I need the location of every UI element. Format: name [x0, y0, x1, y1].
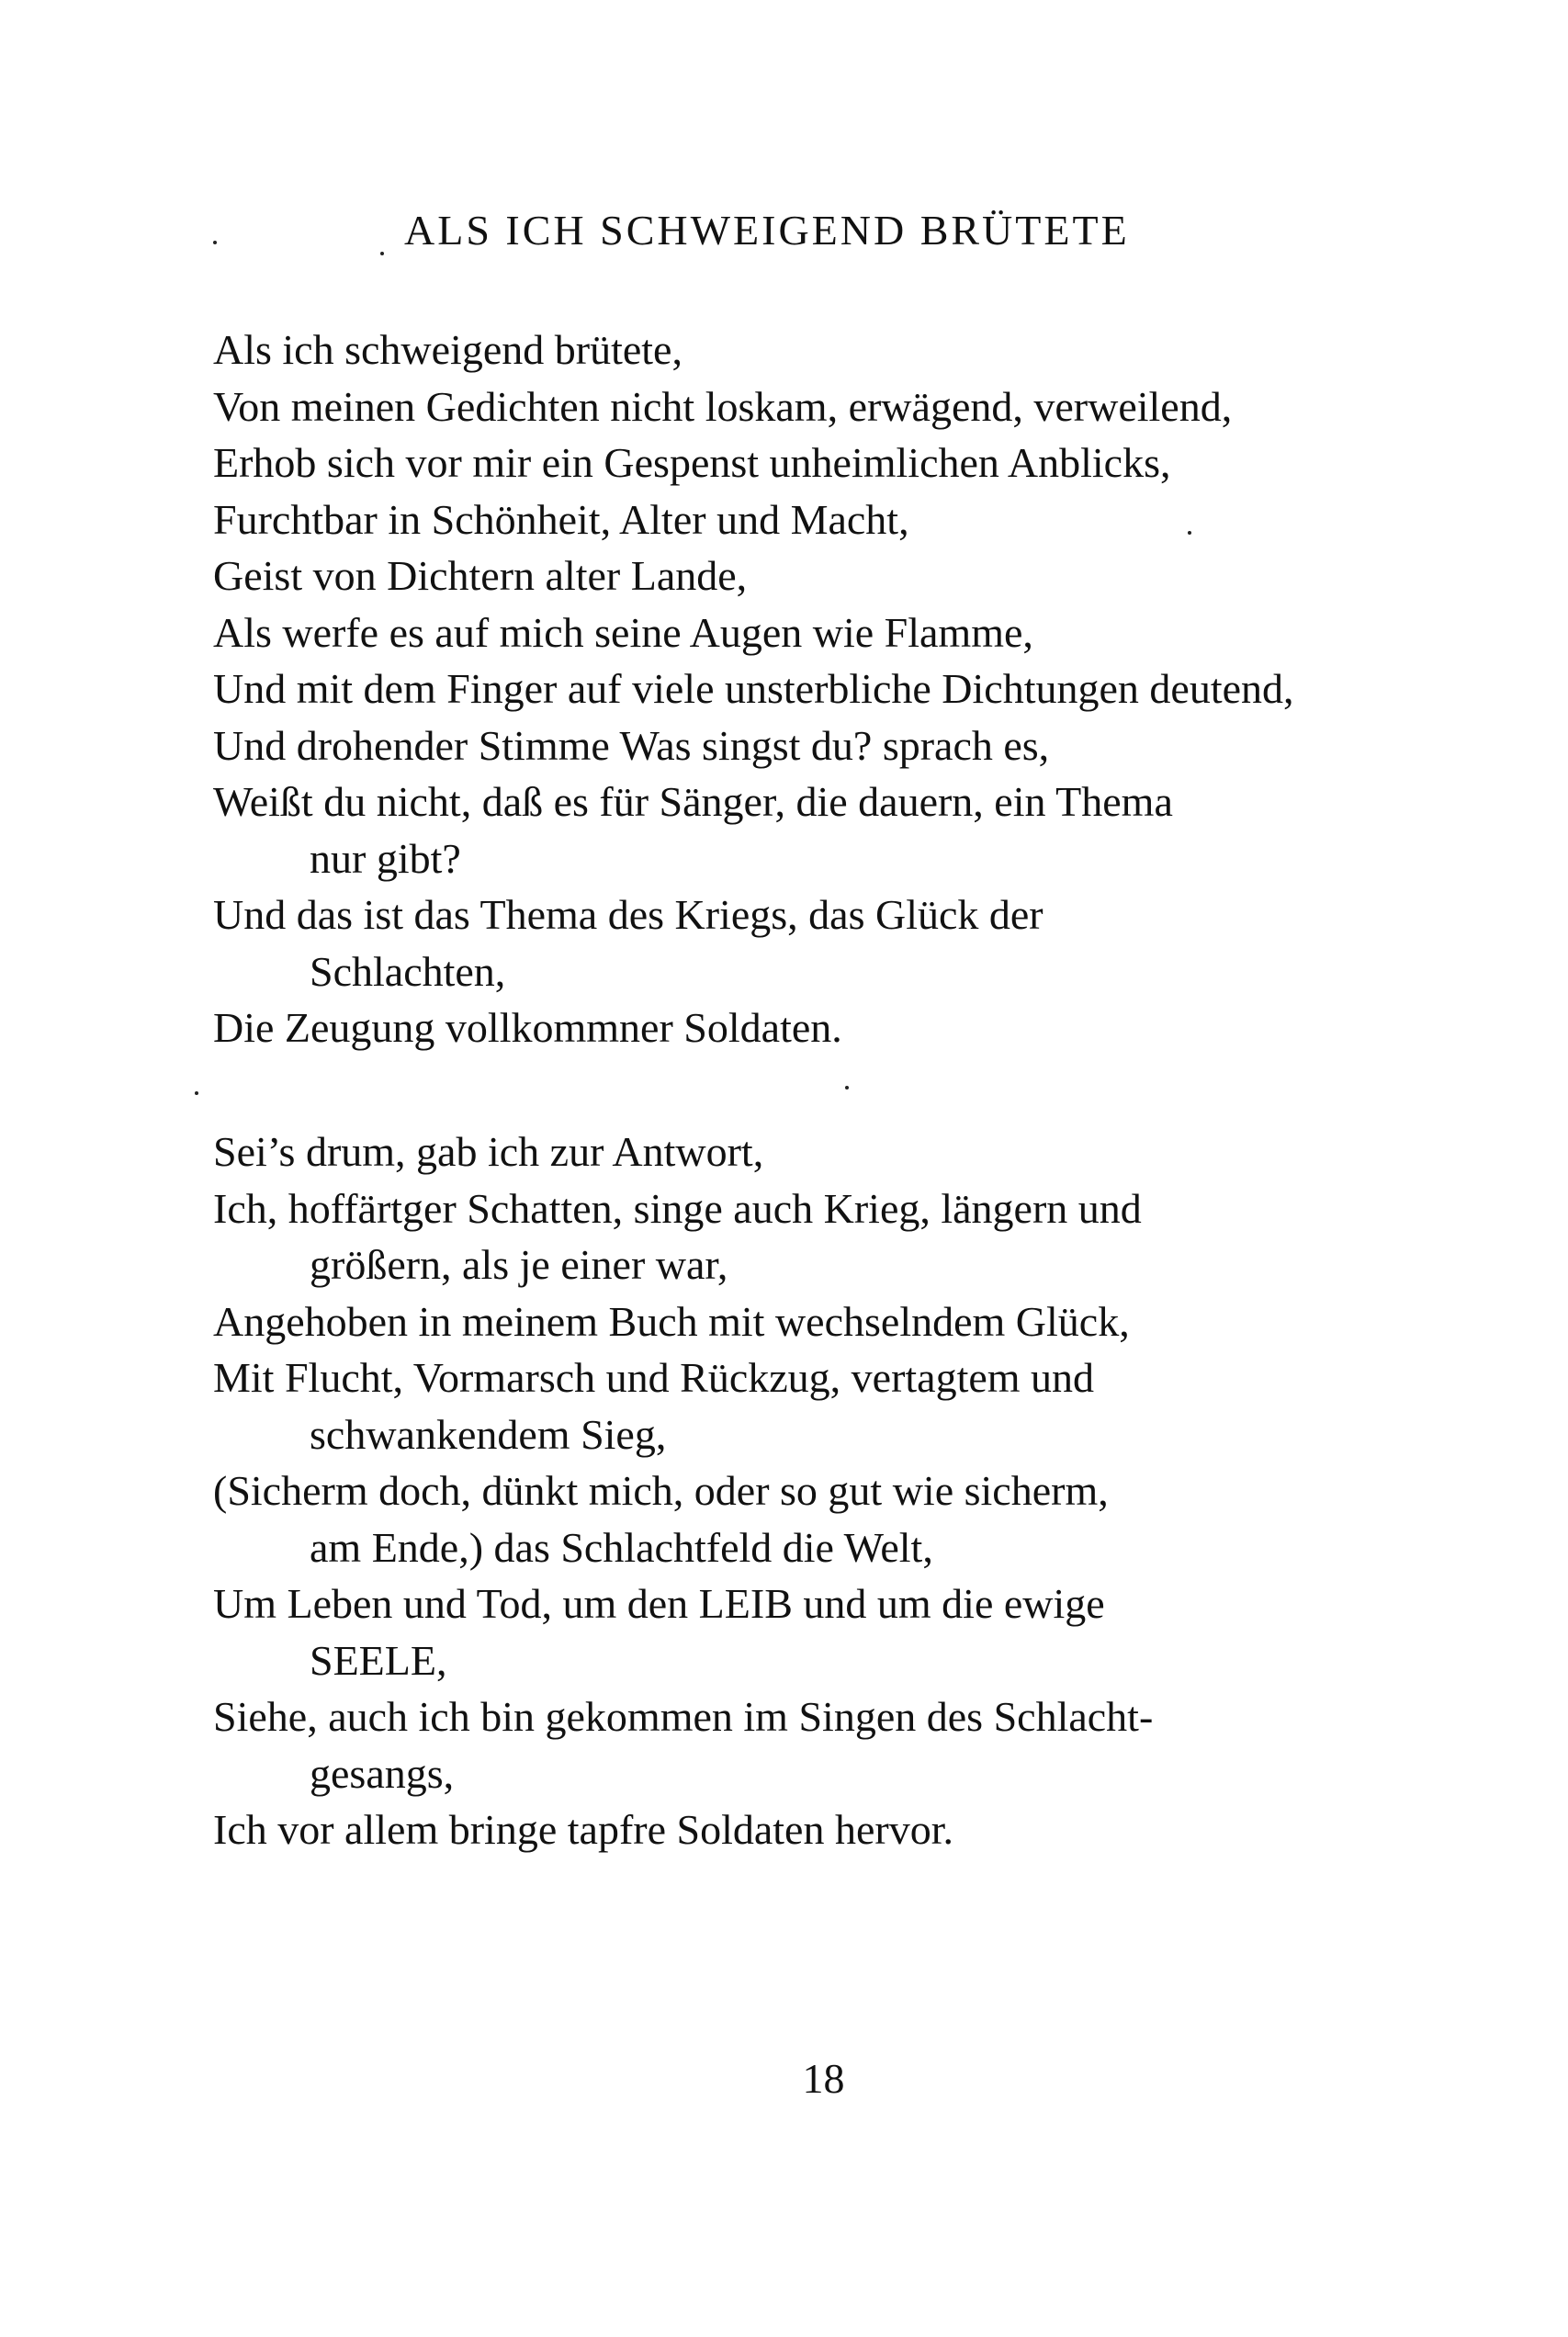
poem-line-continuation: Schlachten,: [310, 947, 506, 995]
poem-line: Erhob sich vor mir ein Gespenst unheimlichen Anblicks,: [213, 439, 1171, 486]
poem-line: Als werfe es auf mich seine Augen wie Flamme,: [213, 608, 1033, 656]
print-speck: [195, 1091, 198, 1095]
poem-line: Und das ist das Thema des Kriegs, das Glück der: [213, 891, 1043, 938]
poem-line: Mit Flucht, Vormarsch und Rückzug, vertagtem und: [213, 1354, 1095, 1401]
poem-line: Ich, hoffärtger Schatten, singe auch Krieg, längern und: [213, 1184, 1142, 1232]
poem-line-continuation: gesangs,: [310, 1749, 455, 1797]
poem-line: Und drohender Stimme Was singst du? sprach es,: [213, 721, 1050, 769]
poem-title: ALS ICH SCHWEIGEND BRÜTETE: [404, 207, 1130, 254]
poem-line-continuation: größern, als je einer war,: [310, 1241, 728, 1288]
poem-line-continuation: SEELE,: [310, 1636, 447, 1684]
print-speck: [1188, 531, 1191, 535]
stanza-1: [213, 322, 1517, 1056]
poem-line: Geist von Dichtern alter Lande,: [213, 552, 748, 599]
print-speck: [380, 252, 384, 255]
poem-line-continuation: schwankendem Sieg,: [310, 1410, 667, 1458]
poem-line: Furchtbar in Schönheit, Alter und Macht,: [213, 495, 909, 543]
poem-line: Weißt du nicht, daß es für Sänger, die dauern, ein Thema: [213, 778, 1173, 825]
print-speck: [213, 241, 217, 244]
stanza-2: [213, 1123, 1517, 1858]
print-speck: [845, 1086, 849, 1089]
poem-line: Um Leben und Tod, um den LEIB und um die ewige: [213, 1580, 1105, 1627]
poem-line: Angehoben in meinem Buch mit wechselndem Glück,: [213, 1297, 1130, 1345]
poem-line: Und mit dem Finger auf viele unsterbliche Dichtungen deutend,: [213, 665, 1294, 712]
page-number: 18: [802, 2055, 845, 2102]
poem-line-continuation: am Ende,) das Schlachtfeld die Welt,: [310, 1523, 933, 1571]
poem-line: (Sicherm doch, dünkt mich, oder so gut wie sicherm,: [213, 1467, 1109, 1514]
poem-line: Die Zeugung vollkommner Soldaten.: [213, 1004, 842, 1051]
poem-line: Als ich schweigend brütete,: [213, 326, 682, 373]
poem-line: Von meinen Gedichten nicht loskam, erwägend, verweilend,: [213, 382, 1233, 430]
poem-line: Ich vor allem bringe tapfre Soldaten hervor.: [213, 1806, 953, 1853]
poem-line: Sei’s drum, gab ich zur Antwort,: [213, 1128, 764, 1175]
poem-line: Siehe, auch ich bin gekommen im Singen des Schlacht-: [213, 1693, 1154, 1740]
poem-line-continuation: nur gibt?: [310, 834, 461, 882]
